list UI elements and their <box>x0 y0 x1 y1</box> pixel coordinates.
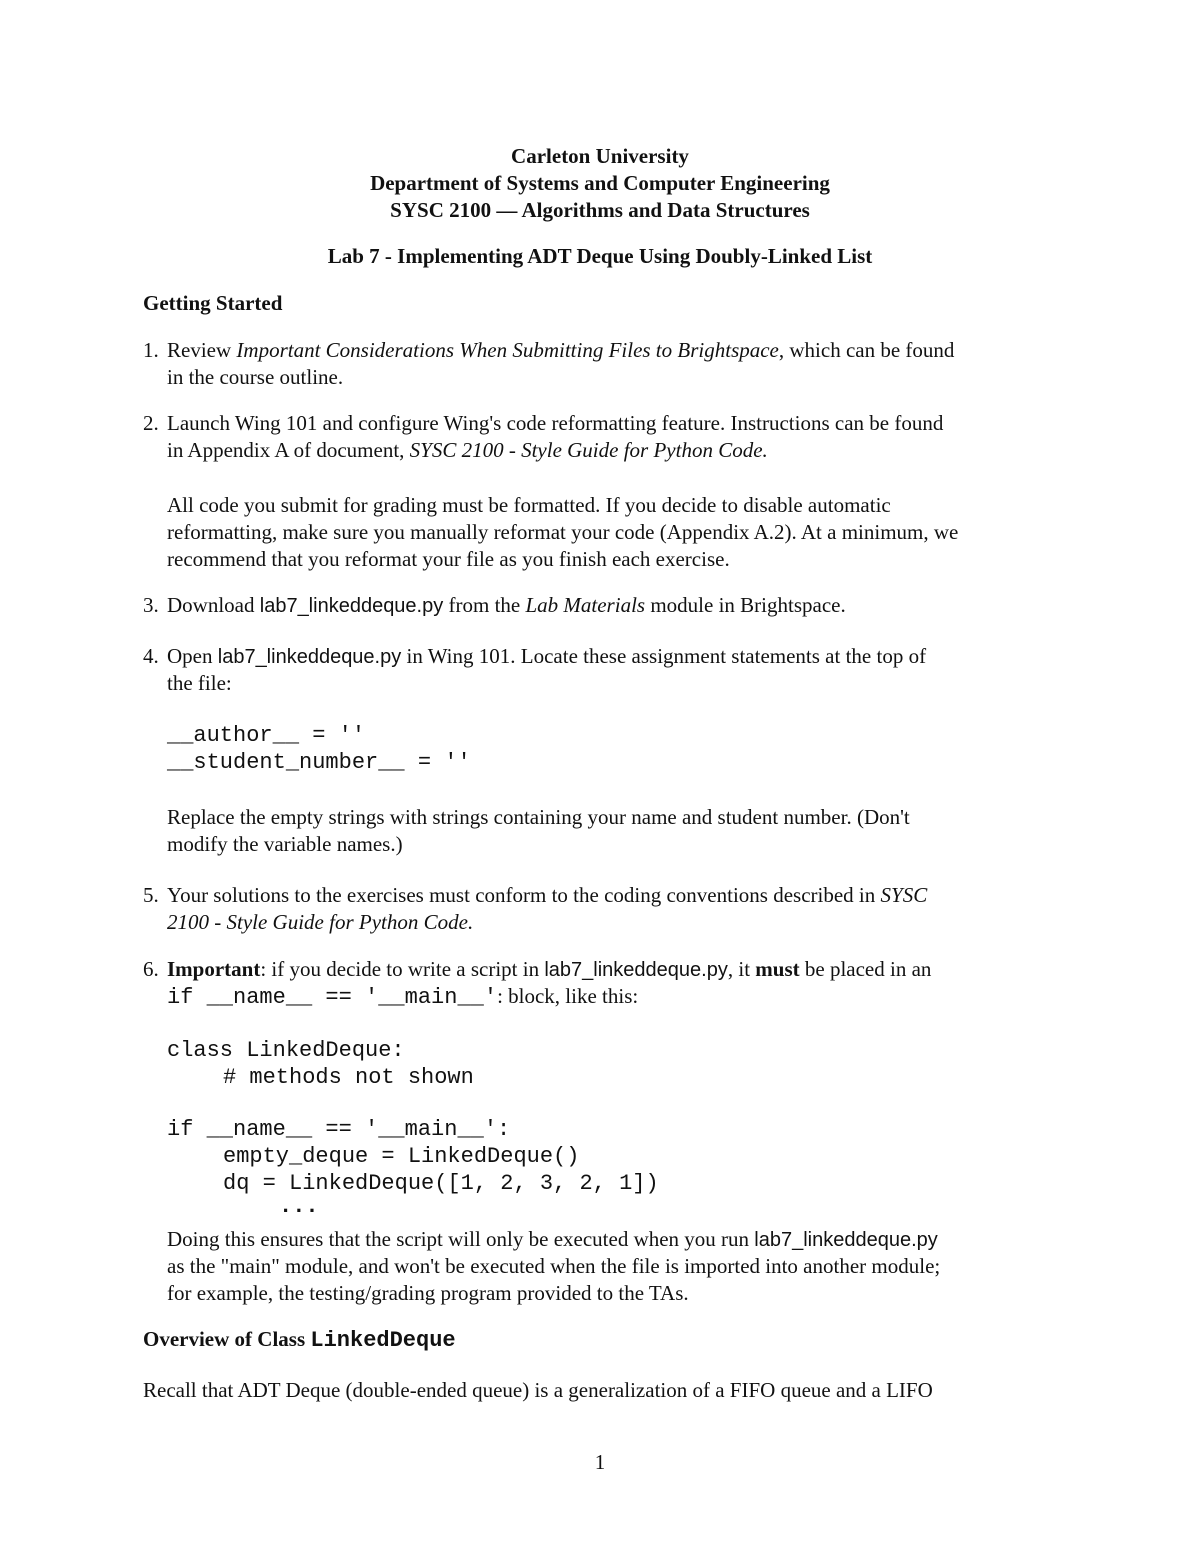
item-4-para-line-1: Replace the empty strings with strings containing your name and student number. (Don't <box>167 805 910 829</box>
page-number: 1 <box>594 1450 606 1474</box>
item-5-line-2: 2100 - Style Guide for Python Code. <box>167 910 474 934</box>
item-2-line-1: Launch Wing 101 and configure Wing's code reformatting feature. Instructions can be found <box>167 411 944 435</box>
style-guide-title: SYSC 2100 - Style Guide for Python Code. <box>409 438 768 462</box>
item-3-number: 3. <box>143 593 159 617</box>
item-4-line-1: Open lab7_linkeddeque.py in Wing 101. Locate these assignment statements at the top of <box>167 644 927 668</box>
code-line: empty_deque = LinkedDeque() <box>223 1144 580 1169</box>
getting-started-heading: Getting Started <box>143 291 283 315</box>
item-2-para-line-3: recommend that you reformat your file as you finish each exercise. <box>167 547 730 571</box>
item-2-para-line-2: reformatting, make sure you manually reformat your code (Appendix A.2). At a minimum, we <box>167 520 959 544</box>
item-2-number: 2. <box>143 411 159 435</box>
item-2-line-2: in Appendix A of document, SYSC 2100 - Style Guide for Python Code. <box>167 438 768 462</box>
considerations-doc-title: Important Considerations When Submitting Files to Brightspace <box>236 338 779 362</box>
item-6-line-2: if __name__ == '__main__': block, like this: <box>167 984 639 1010</box>
code-line: dq = LinkedDeque([1, 2, 3, 2, 1]) <box>223 1171 659 1196</box>
item-4-para-line-2: modify the variable names.) <box>167 832 403 856</box>
code-student-number-line: __student_number__ = '' <box>167 750 471 775</box>
filename: lab7_linkeddeque.py <box>259 595 444 617</box>
course-title: SYSC 2100 — Algorithms and Data Structures <box>390 198 810 222</box>
department-name: Department of Systems and Computer Engineering <box>370 171 830 195</box>
code-line: class LinkedDeque: <box>167 1038 405 1063</box>
item-6-para-line-3: for example, the testing/grading program provided to the TAs. <box>167 1281 689 1305</box>
filename: lab7_linkeddeque.py <box>217 646 402 668</box>
item-6-line-1: Important: if you decide to write a script in lab7_linkeddeque.py, it must be placed in an <box>167 957 932 981</box>
item-5-number: 5. <box>143 883 159 907</box>
item-6-para-line-2: as the "main" module, and won't be executed when the file is imported into another module; <box>167 1254 941 1278</box>
code-author-line: __author__ = '' <box>167 723 366 748</box>
filename: lab7_linkeddeque.py <box>544 959 728 981</box>
item-1-line-1: Review Important Considerations When Submitting Files to Brightspace, which can be found <box>167 338 955 362</box>
code-ellipsis: ... <box>279 1194 319 1219</box>
item-6-number: 6. <box>143 957 159 981</box>
item-4-number: 4. <box>143 644 159 668</box>
filename: lab7_linkeddeque.py <box>754 1229 938 1251</box>
overview-para-line-1: Recall that ADT Deque (double-ended queue) is a generalization of a FIFO queue and a LIFO <box>143 1378 933 1402</box>
item-6-para-line-1: Doing this ensures that the script will only be executed when you run lab7_linkeddeque.py <box>167 1227 938 1251</box>
item-5-line-1: Your solutions to the exercises must conform to the coding conventions described in SYSC <box>167 883 928 907</box>
item-3-line-1: Download lab7_linkeddeque.py from the Lab Materials module in Brightspace. <box>167 593 846 617</box>
class-name-code: LinkedDeque <box>310 1328 456 1353</box>
code-line: if __name__ == '__main__': <box>167 1117 511 1142</box>
code-line: # methods not shown <box>223 1065 474 1090</box>
inline-code: if __name__ == '__main__' <box>167 985 498 1010</box>
item-1-number: 1. <box>143 338 159 362</box>
item-1-line-2: in the course outline. <box>167 365 344 389</box>
item-2-para-line-1: All code you submit for grading must be formatted. If you decide to disable automatic <box>167 493 891 517</box>
overview-heading: Overview of Class LinkedDeque <box>143 1327 456 1353</box>
item-4-line-2: the file: <box>167 671 232 695</box>
university-name: Carleton University <box>511 144 689 168</box>
lab-title: Lab 7 - Implementing ADT Deque Using Doubly-Linked List <box>327 244 873 268</box>
